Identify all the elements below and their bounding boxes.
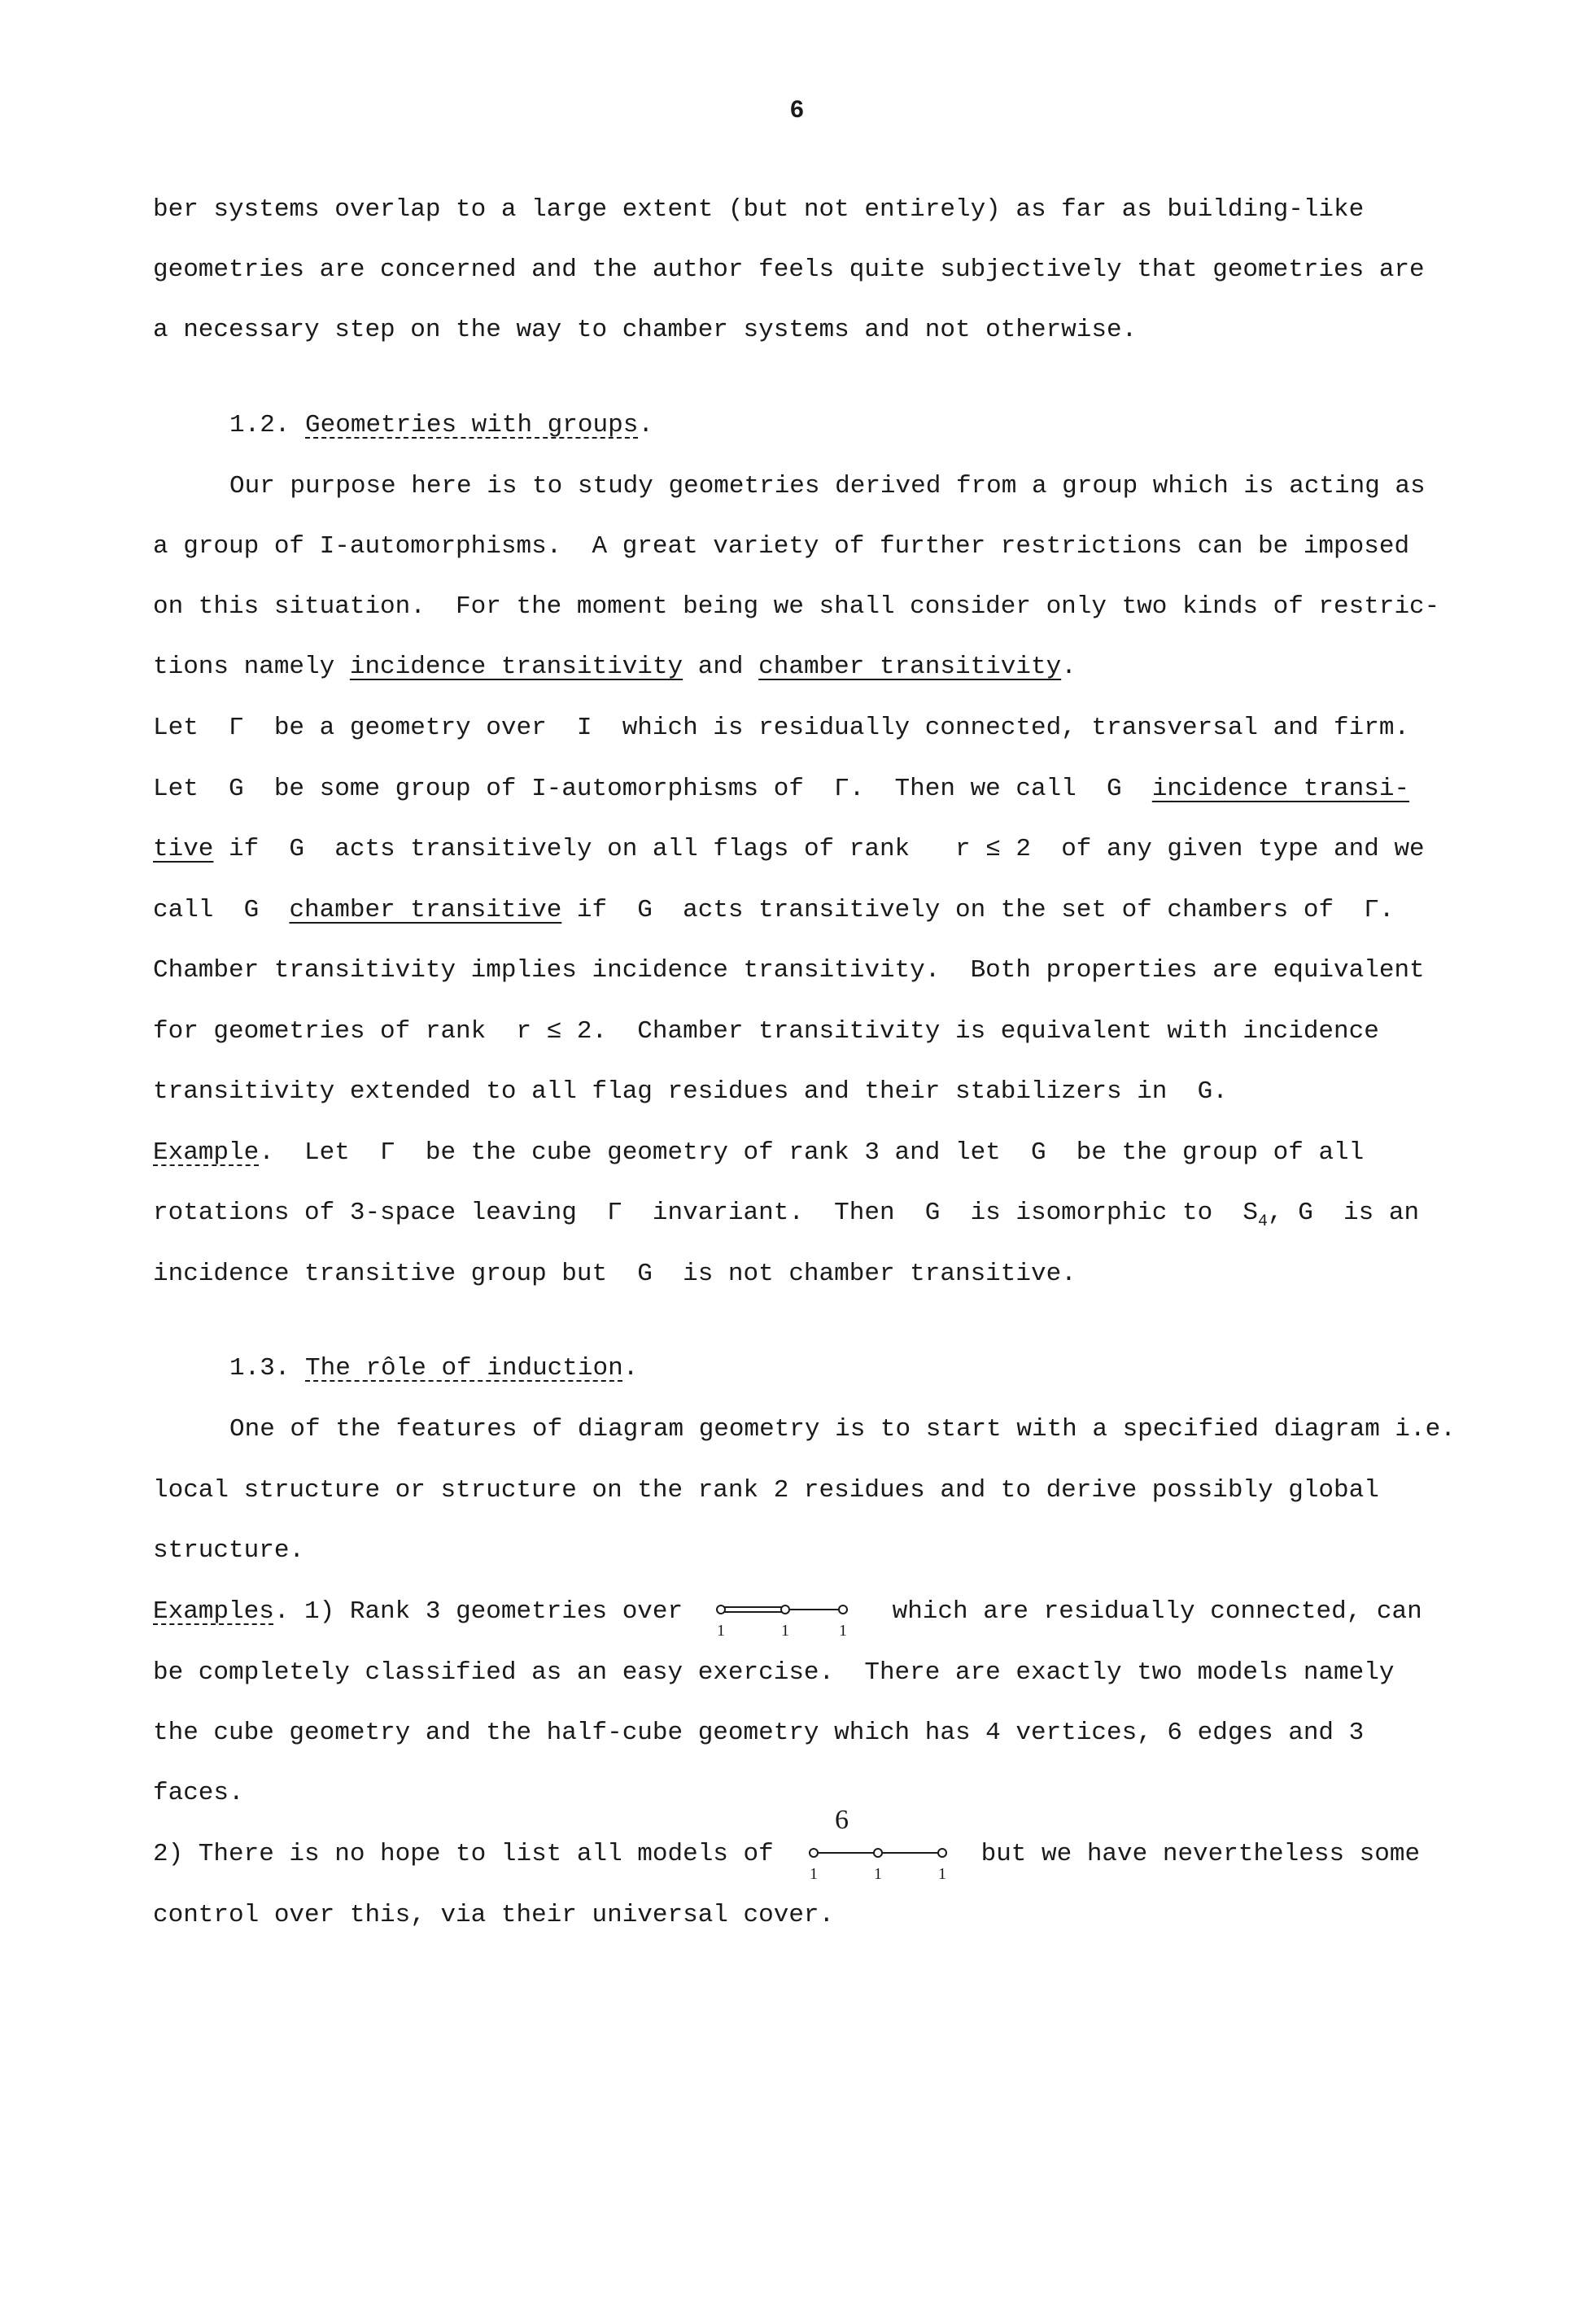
text-line: Our purpose here is to study geometries derived from a group which is acting as xyxy=(229,472,1426,500)
node-label: 1 xyxy=(839,1622,847,1640)
text-line: control over this, via their universal cover. xyxy=(153,1901,835,1929)
diagram-node xyxy=(717,1605,725,1614)
section-heading-1-2: 1.2. Geometries with groups. xyxy=(229,411,653,439)
text-line: geometries are concerned and the author feels quite subjectively that geometries are xyxy=(153,256,1425,284)
text-line: tions namely incidence transitivity and chamber transitivity. xyxy=(153,653,1076,681)
text-line: Examples. 1) Rank 3 geometries over xyxy=(153,1597,698,1626)
text-line: structure. xyxy=(153,1536,305,1565)
term-chamber-transitivity: chamber transitivity xyxy=(758,653,1062,681)
text-line: rotations of 3-space leaving Γ invariant. Then G is isomorphic to $S_4$, G is an xyxy=(153,1199,1420,1231)
text-line: call G chamber transitive if G acts transitively on the set of chambers of Γ. xyxy=(153,896,1395,924)
diagram-node xyxy=(839,1605,847,1614)
text-line: for geometries of rank r ≤ 2. Chamber transitivity is equivalent with incidence xyxy=(153,1017,1379,1046)
examples-label: Examples xyxy=(153,1597,274,1626)
coxeter-diagram-double-bond xyxy=(713,1593,851,1642)
text-line: on this situation. For the moment being we shall consider only two kinds of restric- xyxy=(153,592,1440,621)
text-line: faces. xyxy=(153,1779,244,1807)
text-line: One of the features of diagram geometry is to start with a specified diagram i.e. xyxy=(229,1415,1456,1444)
term-incidence-transitivity: incidence transitivity xyxy=(349,653,683,681)
section-title: Geometries with groups xyxy=(305,411,639,439)
text-line: 2) There is no hope to list all models of xyxy=(153,1840,789,1868)
text-line: transitivity extended to all flag residues and their stabilizers in G. xyxy=(153,1077,1228,1106)
node-label: 1 xyxy=(781,1622,789,1640)
coxeter-diagram-six-bond xyxy=(806,1837,952,1885)
diagram-node xyxy=(938,1849,946,1857)
text-line: local structure or structure on the rank 2 residues and to derive possibly global xyxy=(153,1476,1379,1505)
text-line: Example. Let Γ be the cube geometry of rank 3 and let G be the group of all xyxy=(153,1138,1365,1167)
text-line: tive if G acts transitively on all flags of rank r ≤ 2 of any given type and we xyxy=(153,835,1425,863)
term-incidence-transitive-cont: tive xyxy=(153,835,214,863)
node-label: 1 xyxy=(717,1622,725,1640)
page-number: 6 xyxy=(790,96,804,123)
example-label: Example xyxy=(153,1138,260,1167)
text-line: which are residually connected, can xyxy=(877,1597,1422,1626)
diagram-bond-label: 6 xyxy=(835,1805,849,1835)
text-line: Chamber transitivity implies incidence transitivity. Both properties are equivalent xyxy=(153,956,1425,985)
node-label: 1 xyxy=(938,1865,946,1883)
text-line: but we have nevertheless some xyxy=(966,1840,1421,1868)
diagram-node xyxy=(781,1605,789,1614)
text-line: be completely classified as an easy exercise. There are exactly two models namely xyxy=(153,1658,1395,1687)
text-line: a group of I-automorphisms. A great variety of further restrictions can be imposed xyxy=(153,532,1410,561)
diagram-node xyxy=(810,1849,818,1857)
section-number: 1.2. xyxy=(229,411,290,439)
term-chamber-transitive: chamber transitive xyxy=(289,896,562,924)
term-incidence-transitive: incidence transi- xyxy=(1151,775,1410,803)
diagram-node xyxy=(874,1849,882,1857)
node-label: 1 xyxy=(874,1865,882,1883)
text-line: the cube geometry and the half-cube geometry which has 4 vertices, 6 edges and 3 xyxy=(153,1719,1365,1747)
section-heading-1-3: 1.3. The rôle of induction. xyxy=(229,1354,639,1383)
text-line: a necessary step on the way to chamber systems and not otherwise. xyxy=(153,316,1138,344)
node-label: 1 xyxy=(810,1865,818,1883)
text-line: Let Γ be a geometry over I which is residually connected, transversal and firm. xyxy=(153,714,1410,742)
text-line: ber systems overlap to a large extent (but not entirely) as far as building-like xyxy=(153,195,1365,224)
text-line: Let G be some group of I-automorphisms of Γ. Then we call G incidence transi- xyxy=(153,775,1410,803)
section-number: 1.3. xyxy=(229,1354,290,1383)
text-line: incidence transitive group but G is not chamber transitive. xyxy=(153,1260,1076,1288)
section-title: The rôle of induction xyxy=(305,1354,623,1383)
